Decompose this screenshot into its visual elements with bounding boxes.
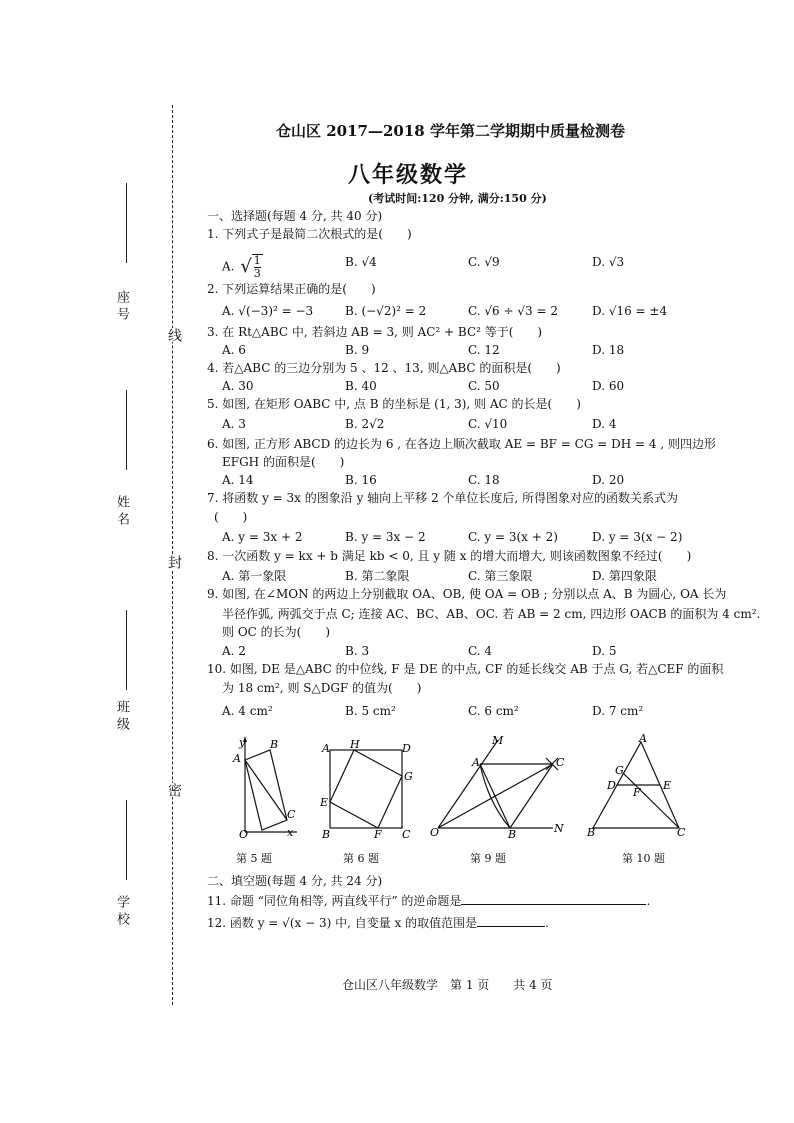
q11-period: . [646, 894, 651, 908]
q8-option-c: C. 第三象限 [468, 569, 533, 583]
figure-q9 [428, 732, 568, 842]
q9-option-a: A. 2 [222, 644, 246, 658]
q9-stem-line2: 半径作弧, 两弧交于点 C; 连接 AC、BC、AB、OC. 若 AB = 2 cm, 四边形 OACB 的面积为 4 cm². [222, 607, 761, 621]
label-c: C [556, 756, 565, 769]
label-a: A [322, 742, 330, 755]
q4-stem: 4. 若△ABC 的三边分别为 5 、12 、13, 则△ABC 的面积是( ) [207, 361, 561, 375]
q7-stem-line2: ( ) [214, 510, 248, 524]
label-f: F [374, 828, 382, 840]
q4-option-c: C. 50 [468, 379, 500, 393]
q1-option-c: C. √9 [468, 255, 500, 269]
exam-info: (考试时间:120 分钟, 满分:150 分) [368, 192, 547, 205]
seal-char-secret: 密 [166, 783, 182, 797]
fraction-numerator: 1 [253, 254, 261, 267]
q7-option-d: D. y = 3(x − 2) [592, 530, 683, 544]
label-f: F [633, 786, 641, 799]
class-label: 班级 [114, 700, 129, 734]
label-g: G [404, 770, 413, 783]
q2-option-c: C. √6 ÷ √3 = 2 [468, 304, 558, 318]
exam-title: 仓山区 2017—2018 学年第二学期期中质量检测卷 [276, 122, 625, 140]
q10-option-b: B. 5 cm² [345, 704, 396, 718]
q4-option-a: A. 30 [222, 379, 254, 393]
label-o: O [430, 826, 440, 839]
q9-stem: 9. 如图, 在∠MON 的两边上分别截取 OA、OB, 使 OA = OB ; 分别以点 A、B 为圆心, OA 长为 [207, 587, 727, 601]
name-field-line-seat [126, 183, 127, 263]
q10-option-c: C. 6 cm² [468, 704, 519, 718]
diagonal-ac [245, 760, 287, 820]
q8-option-b: B. 第二象限 [345, 569, 410, 583]
page-footer: 仓山区八年级数学 第 1 页 共 4 页 [342, 978, 553, 992]
label-d: D [607, 779, 616, 792]
q2-option-b: B. (−√2)² = 2 [345, 304, 427, 318]
q6-option-a: A. 14 [222, 473, 254, 487]
label-g: G [615, 764, 624, 777]
caption-q9: 第 9 题 [470, 852, 506, 865]
q6-option-b: B. 16 [345, 473, 377, 487]
q6-option-c: C. 18 [468, 473, 500, 487]
q2-stem: 2. 下列运算结果正确的是( ) [207, 282, 376, 296]
subject-title: 八年级数学 [348, 162, 469, 188]
segment-ab [480, 764, 510, 828]
q8-stem: 8. 一次函数 y = kx + b 满足 kb < 0, 且 y 随 x 的增大而增大, 则该函数图象不经过( ) [207, 549, 692, 563]
label-a: A [639, 732, 647, 745]
caption-q6: 第 6 题 [343, 852, 379, 865]
q3-option-b: B. 9 [345, 343, 370, 357]
q8-option-d: D. 第四象限 [592, 569, 657, 583]
label-c: C [402, 828, 411, 840]
q12-text: 12. 函数 y = √(x − 3) 中, 自变量 x 的取值范围是 [207, 916, 478, 930]
q2-option-d: D. √16 = ±4 [592, 304, 668, 318]
q6-stem-line2: EFGH 的面积是( ) [222, 455, 345, 469]
label-o: O [239, 828, 249, 841]
sqrt-fraction: √ $\frac{1}{3}$ [240, 254, 261, 280]
school-label: 学校 [114, 895, 129, 929]
q10-option-d: D. 7 cm² [592, 704, 644, 718]
name-field-line-class [126, 610, 127, 690]
q9-option-d: D. 5 [592, 644, 617, 658]
q5-option-d: D. 4 [592, 417, 617, 431]
name-field-line-name [126, 390, 127, 470]
fraction-denominator: 3 [253, 267, 261, 280]
q8-option-a: A. 第一象限 [222, 569, 287, 583]
q1-option-a [222, 254, 263, 280]
q4-option-d: D. 60 [592, 379, 625, 393]
q3-stem: 3. 在 Rt△ABC 中, 若斜边 AB = 3, 则 AC² + BC² 等于( ) [207, 325, 543, 339]
q3-option-c: C. 12 [468, 343, 500, 357]
figure-q10 [585, 732, 690, 842]
q12-answer-blank[interactable] [477, 914, 545, 927]
q7-stem: 7. 将函数 y = 3x 的图象沿 y 轴向上平移 2 个单位长度后, 所得图象对应的函数关系式为 [207, 491, 679, 505]
label-a: A [233, 752, 241, 765]
q4-option-b: B. 40 [345, 379, 377, 393]
seat-number-label: 座号 [114, 290, 129, 324]
label-c: C [287, 808, 296, 821]
q6-stem: 6. 如图, 正方形 ABCD 的边长为 6 , 在各边上顺次截取 AE = BF = CG = DH = 4 , 则四边形 [207, 437, 716, 451]
q7-option-a: A. y = 3x + 2 [222, 530, 303, 544]
label-d: D [402, 742, 411, 755]
caption-q10: 第 10 题 [622, 852, 665, 865]
q3-option-a: A. 6 [222, 343, 246, 357]
q11-text: 11. 命题 “同位角相等, 两直线平行” 的逆命题是 [207, 894, 462, 908]
label-m: M [492, 734, 504, 747]
q11 [207, 892, 650, 909]
q10-option-a: A. 4 cm² [222, 704, 273, 718]
label-x: x [287, 826, 294, 839]
seal-char-line: 线 [166, 328, 182, 342]
q5-option-a: A. 3 [222, 417, 246, 431]
label-b: B [322, 828, 331, 840]
q1-option-a-label: A. [222, 259, 235, 274]
q10-stem-line2: 为 18 cm², 则 S△DGF 的值为( ) [222, 681, 422, 695]
q12 [207, 914, 549, 931]
q3-option-d: D. 18 [592, 343, 625, 357]
q5-stem: 5. 如图, 在矩形 OABC 中, 点 B 的坐标是 (1, 3), 则 AC 的长是( ) [207, 397, 581, 411]
label-a: A [472, 756, 480, 769]
seal-char-seal: 封 [166, 555, 182, 569]
label-e: E [663, 779, 672, 792]
label-y: y [239, 736, 246, 749]
q11-answer-blank[interactable] [461, 892, 646, 905]
q9-option-b: B. 3 [345, 644, 370, 658]
q6-option-d: D. 20 [592, 473, 625, 487]
q1-stem: 1. 下列式子是最简二次根式的是( ) [207, 227, 412, 241]
square-abcd [330, 750, 402, 828]
q12-period: . [545, 916, 549, 930]
q2-option-a: A. √(−3)² = −3 [222, 304, 314, 318]
q1-option-b: B. √4 [345, 255, 377, 269]
label-h: H [350, 740, 360, 751]
q7-option-c: C. y = 3(x + 2) [468, 530, 558, 544]
segment-bc [510, 764, 553, 828]
q9-stem-line3: 则 OC 的长为( ) [222, 625, 331, 639]
section2-heading: 二、填空题(每题 4 分, 共 24 分) [207, 874, 383, 888]
q5-option-c: C. √10 [468, 417, 508, 431]
name-field-line-school [126, 800, 127, 880]
label-c: C [677, 826, 686, 839]
label-b: B [270, 738, 279, 751]
q5-option-b: B. 2√2 [345, 417, 385, 431]
q7-option-b: B. y = 3x − 2 [345, 530, 426, 544]
label-n: N [554, 822, 564, 835]
caption-q5: 第 5 题 [236, 852, 272, 865]
q1-option-d: D. √3 [592, 255, 625, 269]
name-label: 姓名 [114, 495, 129, 529]
figure-q6 [318, 740, 413, 840]
q9-option-c: C. 4 [468, 644, 493, 658]
label-e: E [320, 796, 329, 809]
label-b: B [508, 828, 517, 841]
label-b: B [587, 826, 596, 839]
figure-q5 [225, 732, 305, 842]
quadrilateral-efgh [330, 750, 402, 828]
section1-heading: 一、选择题(每题 4 分, 共 40 分) [207, 209, 383, 223]
q10-stem: 10. 如图, DE 是△ABC 的中位线, F 是 DE 的中点, CF 的延长线交 AB 于点 G, 若△CEF 的面积 [207, 662, 724, 676]
